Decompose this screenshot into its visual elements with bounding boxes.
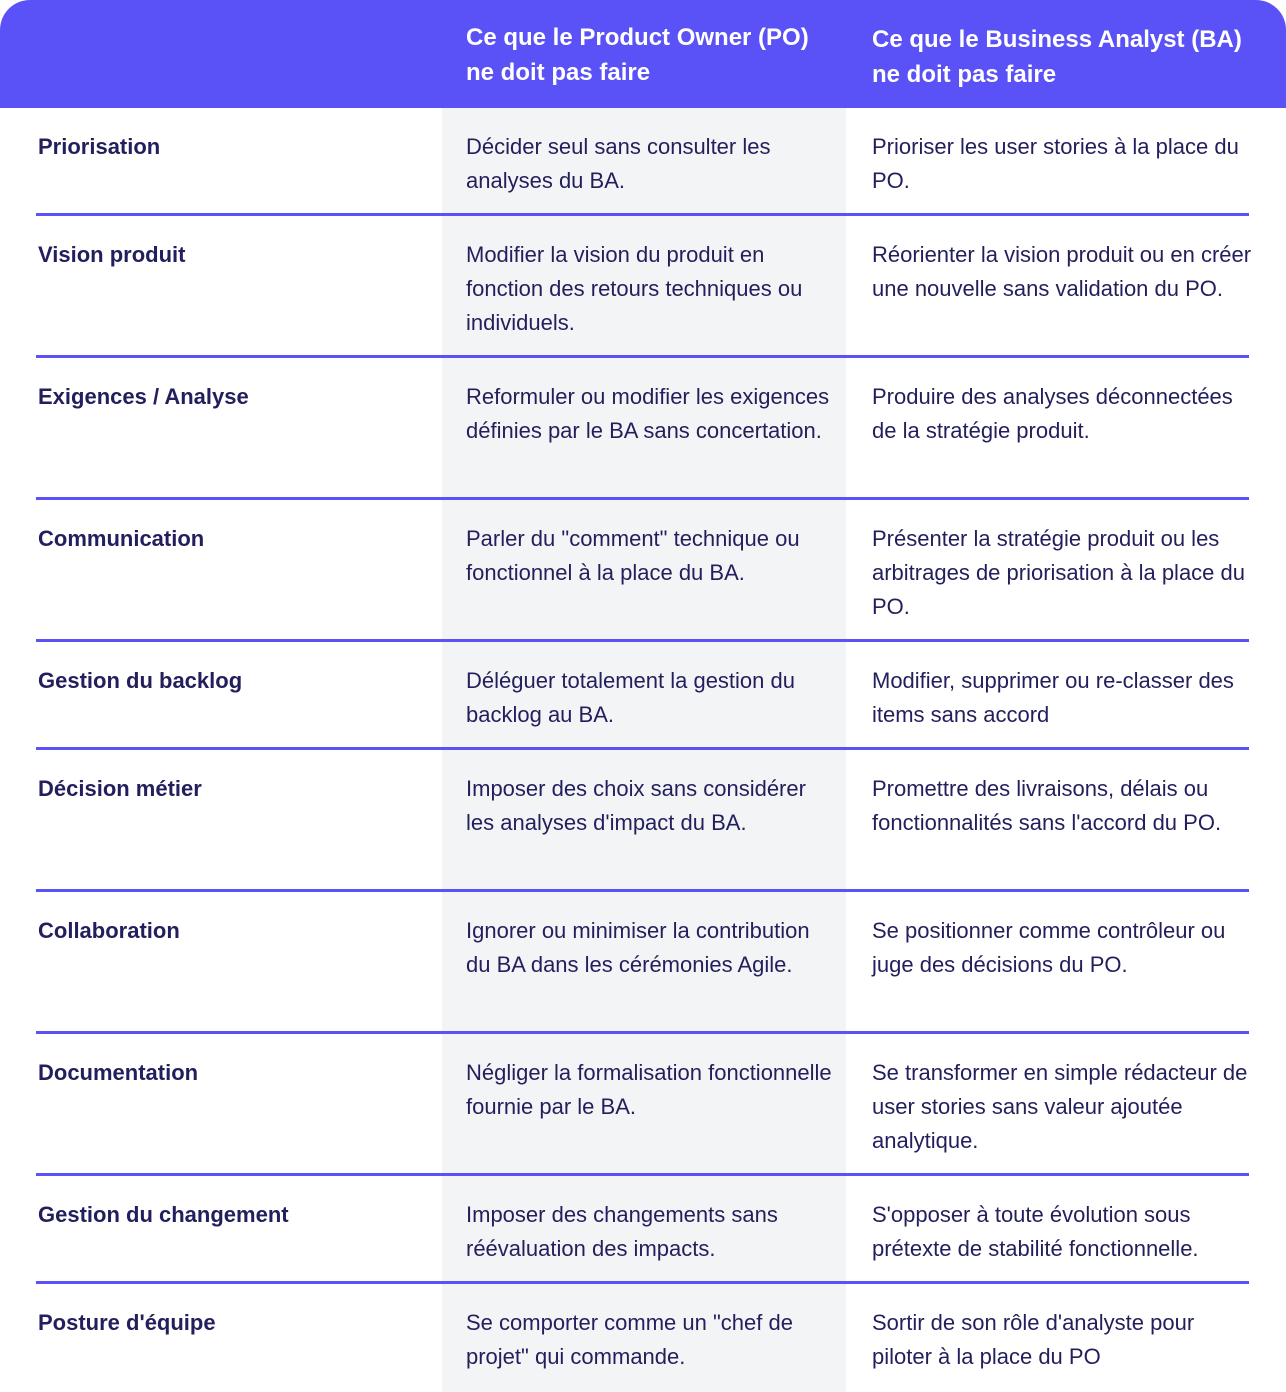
row-category: Décision métier: [38, 776, 202, 801]
row-category: Posture d'équipe: [38, 1310, 216, 1335]
row-ba-text: Modifier, supprimer ou re-classer des items sans accord: [872, 668, 1234, 727]
row-divider: [36, 639, 1249, 642]
row-ba-text: Réorienter la vision produit ou en créer une nouvelle sans validation du PO.: [872, 242, 1252, 301]
row-category: Exigences / Analyse: [38, 384, 249, 409]
row-category: Documentation: [38, 1060, 199, 1085]
row-po-text: Ignorer ou minimiser la contribution du BA dans les cérémonies Agile.: [466, 918, 810, 977]
row-ba-text: Se positionner comme contrôleur ou juge des décisions du PO.: [872, 918, 1226, 977]
row-divider: [36, 1173, 1249, 1176]
row-ba-text: S'opposer à toute évolution sous prétexte de stabilité fonctionnelle.: [872, 1202, 1199, 1261]
row-category: Gestion du backlog: [38, 668, 243, 693]
row-divider: [36, 355, 1249, 358]
header-po-column: Ce que le Product Owner (PO) ne doit pas faire: [466, 24, 809, 86]
row-divider: [36, 1281, 1249, 1284]
row-ba-text: Produire des analyses déconnectées de la stratégie produit.: [872, 384, 1233, 443]
row-ba-text: Présenter la stratégie produit ou les arbitrages de priorisation à la place du PO.: [872, 526, 1246, 619]
header-ba-column: Ce que le Business Analyst (BA) ne doit pas faire: [872, 26, 1242, 88]
table-header: [0, 0, 1286, 108]
row-po-text: Décider seul sans consulter les analyses du BA.: [466, 134, 771, 193]
row-divider: [36, 1031, 1249, 1034]
row-ba-text: Prioriser les user stories à la place du PO.: [872, 134, 1239, 193]
row-po-text: Imposer des choix sans considérer les analyses d'impact du BA.: [466, 776, 806, 835]
row-ba-text: Promettre des livraisons, délais ou fonctionnalités sans l'accord du PO.: [872, 776, 1222, 835]
row-po-text: Reformuler ou modifier les exigences définies par le BA sans concertation.: [466, 384, 830, 443]
row-divider: [36, 497, 1249, 500]
row-divider: [36, 889, 1249, 892]
row-category: Collaboration: [38, 918, 180, 943]
row-po-text: Négliger la formalisation fonctionnelle fournie par le BA.: [466, 1060, 832, 1119]
row-divider: [36, 747, 1249, 750]
row-po-text: Modifier la vision du produit en fonction des retours techniques ou individuels.: [466, 242, 803, 335]
row-category: Communication: [38, 526, 205, 551]
row-category: Gestion du changement: [38, 1202, 289, 1227]
row-divider: [36, 213, 1249, 216]
row-ba-text: Sortir de son rôle d'analyste pour piloter à la place du PO: [872, 1310, 1195, 1369]
row-po-text: Déléguer totalement la gestion du backlog au BA.: [466, 668, 795, 727]
row-po-text: Imposer des changements sans réévaluation des impacts.: [466, 1202, 778, 1261]
row-category: Vision produit: [38, 242, 186, 267]
row-ba-text: Se transformer en simple rédacteur de user stories sans valeur ajoutée analytique.: [872, 1060, 1248, 1153]
row-category: Priorisation: [38, 134, 161, 159]
row-po-text: Se comporter comme un "chef de projet" qui commande.: [466, 1310, 793, 1369]
row-po-text: Parler du "comment" technique ou fonctionnel à la place du BA.: [466, 526, 800, 585]
